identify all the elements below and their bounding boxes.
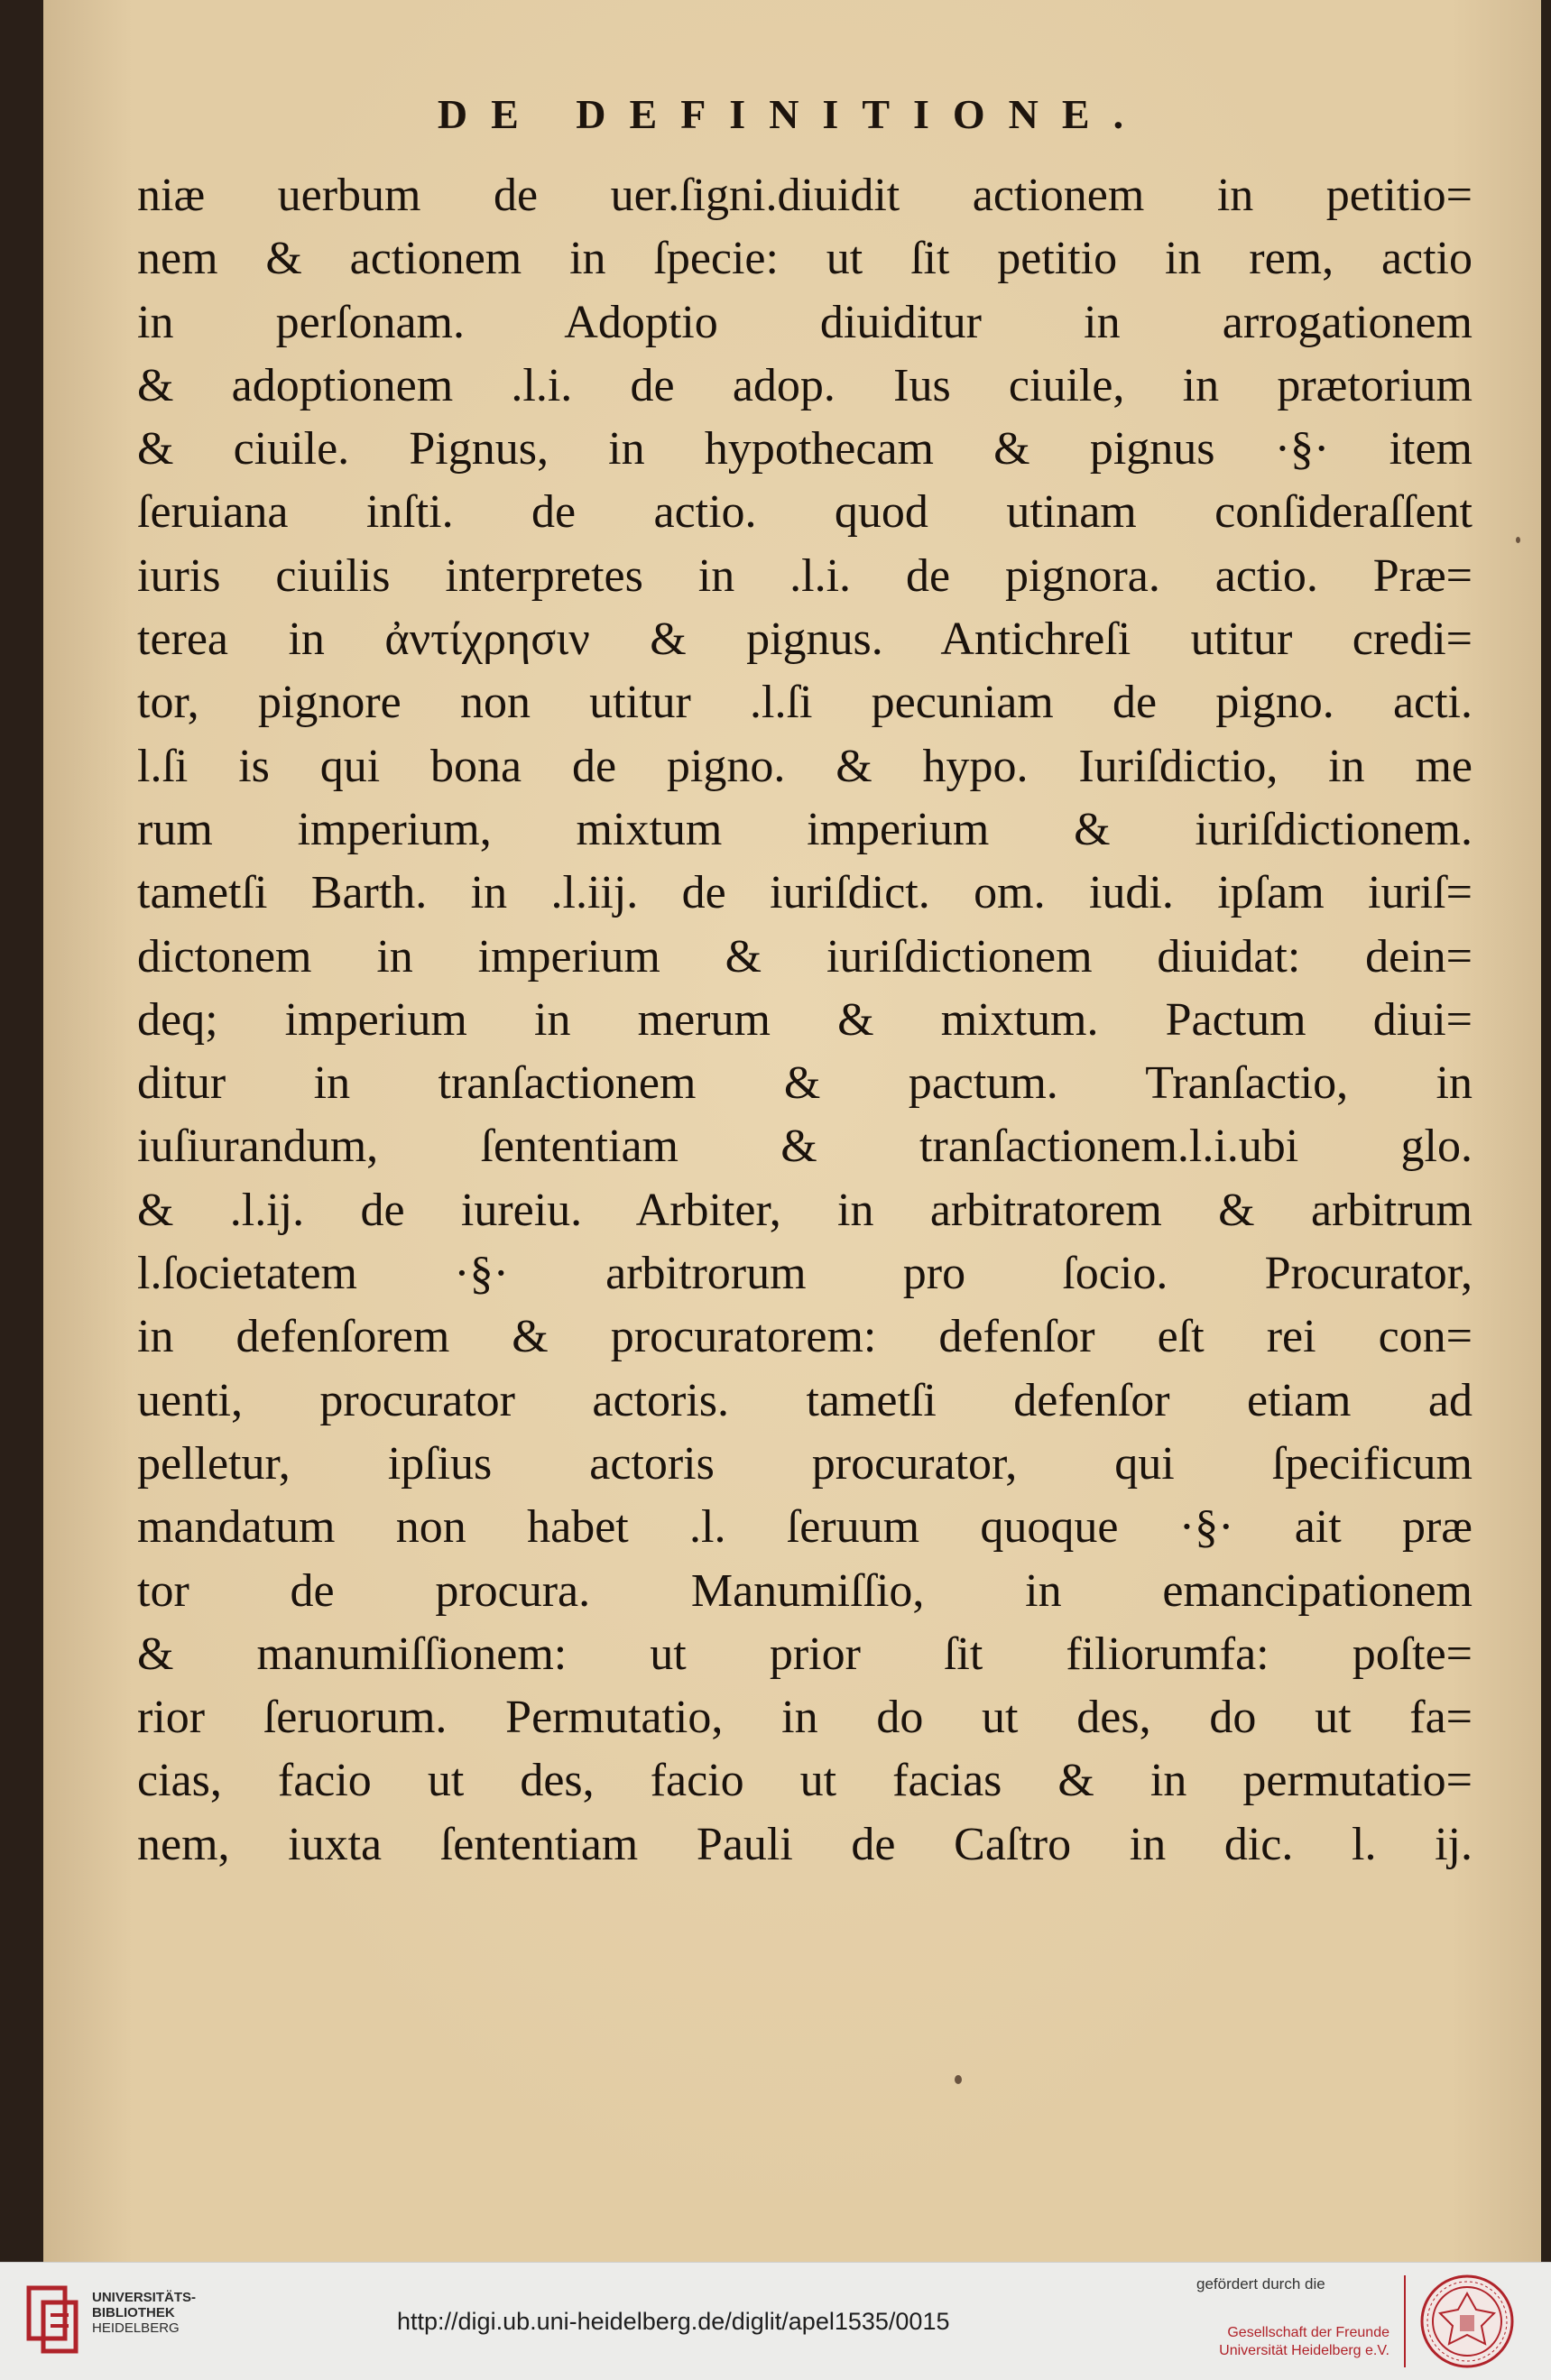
text-line: iuſiurandum, ſententiam & tranſactionem.l.i.ubi glo. xyxy=(137,1121,1473,1173)
text-line: tametſi Barth. in .l.iij. de iuriſdict. om. iudi. ipſam iuriſ= xyxy=(137,867,1473,919)
body-text xyxy=(137,164,1473,1877)
running-head: DE DEFINITIONE. xyxy=(437,91,1148,137)
sponsor-name-line: Universität Heidelberg e.V. xyxy=(1219,2343,1389,2358)
text-line: dictonem in imperium & iuriſdictionem diuidat: dein= xyxy=(137,930,1473,982)
library-name-line: BIBLIOTHEK xyxy=(92,2305,175,2320)
text-line: deq; imperium in merum & mixtum. Pactum diui= xyxy=(137,993,1473,1046)
library-name-line: HEIDELBERG xyxy=(92,2320,180,2336)
sponsor-name xyxy=(1200,2324,1389,2360)
text-line: nem & actionem in ſpecie: ut ſit petitio in rem, actio xyxy=(137,233,1473,285)
text-line: mandatum non habet .l. ſeruum quoque ·§· ait præ xyxy=(137,1501,1473,1554)
text-line: ſeruiana inſti. de actio. quod utinam conſideraſſent xyxy=(137,486,1473,539)
university-seal-icon xyxy=(1420,2274,1514,2369)
text-line: iuris ciuilis interpretes in .l.i. de pignora. actio. Præ= xyxy=(137,549,1473,602)
text-line: rum imperium, mixtum imperium & iuriſdictionem. xyxy=(137,803,1473,855)
sponsor-name-line: Gesellschaft der Freunde xyxy=(1227,2325,1389,2340)
library-name xyxy=(92,2290,196,2336)
footer-divider xyxy=(1404,2275,1406,2367)
text-line: & ciuile. Pignus, in hypothecam & pignus ·§· item xyxy=(137,423,1473,475)
text-line: rior ſeruorum. Permutatio, in do ut des, do ut fa= xyxy=(137,1692,1473,1744)
text-line: cias, facio ut des, facio ut facias & in permutatio= xyxy=(137,1755,1473,1807)
text-line: & adoptionem .l.i. de adop. Ius ciuile, in prætorium xyxy=(137,359,1473,411)
text-line: & manumiſſionem: ut prior ſit filiorumfa: poſte= xyxy=(137,1628,1473,1680)
text-line: tor, pignore non utitur .l.ſi pecuniam de pigno. acti. xyxy=(137,677,1473,729)
text-line: nem, iuxta ſententiam Pauli de Caſtro in dic. l. ij. xyxy=(137,1818,1473,1870)
library-logo-icon xyxy=(25,2284,83,2355)
text-line: uenti, procurator actoris. tametſi defenſor etiam ad xyxy=(137,1374,1473,1426)
book-page xyxy=(43,0,1541,2262)
text-line: & .l.ij. de iureiu. Arbiter, in arbitratorem & arbitrum xyxy=(137,1184,1473,1236)
ink-speck xyxy=(955,2075,962,2084)
sponsor-label: gefördert durch die xyxy=(1196,2275,1325,2292)
text-line: in defenſorem & procuratorem: defenſor eſt rei con= xyxy=(137,1311,1473,1363)
library-name-line: UNIVERSITÄTS- xyxy=(92,2290,197,2305)
text-line: niæ uerbum de uer.ſigni.diuidit actionem in petitio= xyxy=(137,170,1473,221)
ink-speck xyxy=(1516,537,1520,543)
text-line: tor de procura. Manumiſſio, in emancipationem xyxy=(137,1564,1473,1617)
text-line: terea in ἀντίχρησιν & pignus. Antichreſi utitur credi= xyxy=(137,613,1473,666)
text-line: l.ſocietatem ·§· arbitrorum pro ſocio. Procurator, xyxy=(137,1248,1473,1300)
text-line: ditur in tranſactionem & pactum. Tranſactio, in xyxy=(137,1057,1473,1110)
viewer-footer xyxy=(0,2262,1551,2380)
text-line: in perſonam. Adoptio diuiditur in arrogationem xyxy=(137,296,1473,348)
permalink-url[interactable]: http://digi.ub.uni-heidelberg.de/diglit/apel1535/0015 xyxy=(397,2308,950,2335)
text-line: l.ſi is qui bona de pigno. & hypo. Iuriſdictio, in me xyxy=(137,740,1473,792)
text-line: pelletur, ipſius actoris procurator, qui ſpecificum xyxy=(137,1437,1473,1490)
